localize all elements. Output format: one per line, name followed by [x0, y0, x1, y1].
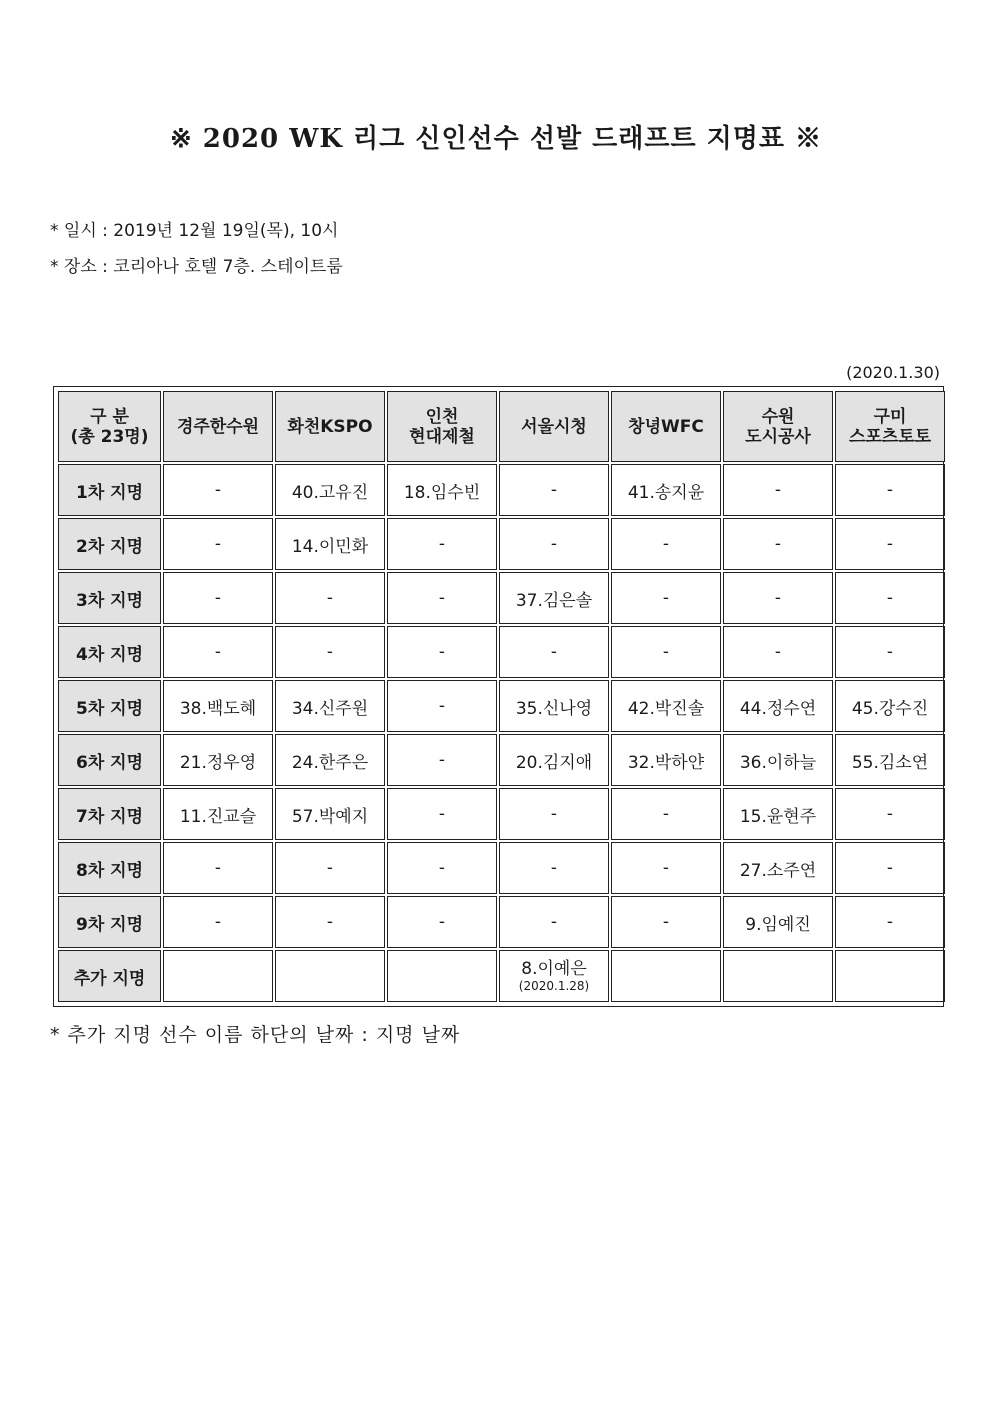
pick-cell: - [835, 518, 945, 570]
pick-cell: - [723, 572, 833, 624]
team-header [275, 391, 385, 462]
round-label: 9차 지명 [58, 896, 161, 948]
pick-cell: - [387, 572, 497, 624]
team-header [723, 391, 833, 462]
team-name-line2: 도시공사 [745, 426, 811, 447]
table-row [58, 626, 945, 678]
table-row [58, 896, 945, 948]
team-header [835, 391, 945, 462]
pick-cell: - [835, 626, 945, 678]
team-name: 수원 [761, 406, 795, 427]
round-label: 2차 지명 [58, 518, 161, 570]
pick-cell: 38.백도혜 [163, 680, 273, 732]
pick-cell: - [163, 572, 273, 624]
pick-cell: 9.임예진 [723, 896, 833, 948]
document-date: (2020.1.30) [846, 363, 940, 382]
pick-cell: - [723, 518, 833, 570]
table-row-extra [58, 950, 945, 1002]
pick-cell: - [835, 842, 945, 894]
pick-cell: 34.신주원 [275, 680, 385, 732]
round-label: 7차 지명 [58, 788, 161, 840]
pick-cell: - [163, 518, 273, 570]
pick-cell: - [387, 788, 497, 840]
pick-cell: - [275, 896, 385, 948]
corner-header [58, 391, 161, 462]
table-row [58, 572, 945, 624]
pick-cell [723, 950, 833, 1002]
pick-cell: - [723, 464, 833, 516]
pick-cell: - [499, 788, 609, 840]
pick-cell: - [163, 896, 273, 948]
pick-cell: 35.신나영 [499, 680, 609, 732]
pick-cell: 14.이민화 [275, 518, 385, 570]
pick-cell: 41.송지윤 [611, 464, 721, 516]
round-label: 4차 지명 [58, 626, 161, 678]
pick-cell: 20.김지애 [499, 734, 609, 786]
pick-cell: - [835, 464, 945, 516]
pick-cell: - [611, 626, 721, 678]
pick-cell: - [723, 626, 833, 678]
pick-cell: - [611, 896, 721, 948]
corner-line1: 구 분 [90, 406, 129, 427]
pick-cell: 21.정우영 [163, 734, 273, 786]
pick-cell: - [387, 680, 497, 732]
pick-cell: - [163, 464, 273, 516]
team-name: 인천 [425, 406, 459, 427]
pick-cell: 57.박예지 [275, 788, 385, 840]
pick-cell: 37.김은솔 [499, 572, 609, 624]
table-row [58, 680, 945, 732]
pick-cell: - [387, 626, 497, 678]
corner-line2: (총 23명) [70, 426, 149, 447]
pick-cell: - [275, 572, 385, 624]
pick-cell: - [611, 572, 721, 624]
round-label: 3차 지명 [58, 572, 161, 624]
pick-cell [835, 950, 945, 1002]
pick-cell: - [275, 626, 385, 678]
pick-cell: 36.이하늘 [723, 734, 833, 786]
table-row [58, 734, 945, 786]
pick-cell [499, 950, 609, 1002]
team-name: 화천KSPO [287, 416, 373, 437]
team-name: 창녕WFC [628, 416, 704, 437]
pick-cell: - [499, 896, 609, 948]
pick-cell: - [499, 464, 609, 516]
team-name: 경주한수원 [176, 416, 260, 437]
pick-cell: - [387, 896, 497, 948]
draft-table-body [58, 464, 945, 1002]
pick-cell: 55.김소연 [835, 734, 945, 786]
pick-date: (2020.1.28) [518, 979, 590, 993]
pick-cell: - [499, 842, 609, 894]
pick-cell: - [499, 626, 609, 678]
pick-cell: - [499, 518, 609, 570]
team-header [611, 391, 721, 462]
pick-cell: 45.강수진 [835, 680, 945, 732]
pick-cell: 11.진교슬 [163, 788, 273, 840]
pick-cell [275, 950, 385, 1002]
pick-cell: - [835, 788, 945, 840]
pick-cell: - [163, 626, 273, 678]
pick-cell [163, 950, 273, 1002]
table-row [58, 842, 945, 894]
table-row [58, 464, 945, 516]
team-header [499, 391, 609, 462]
pick-cell: - [611, 788, 721, 840]
pick-cell: - [387, 842, 497, 894]
pick-cell: - [163, 842, 273, 894]
round-label: 추가 지명 [58, 950, 161, 1002]
team-name: 구미 [873, 406, 907, 427]
draft-table [56, 389, 947, 1004]
round-label: 5차 지명 [58, 680, 161, 732]
pick-cell: 44.정수연 [723, 680, 833, 732]
table-row [58, 518, 945, 570]
team-name-line2: 현대제철 [409, 426, 475, 447]
draft-table-frame [53, 386, 944, 1007]
pick-cell: 42.박진솔 [611, 680, 721, 732]
pick-cell: 27.소주연 [723, 842, 833, 894]
team-name-line2: 스포츠토토 [848, 426, 932, 447]
team-name: 서울시청 [521, 416, 587, 437]
pick-cell: - [387, 518, 497, 570]
team-header [163, 391, 273, 462]
round-label: 1차 지명 [58, 464, 161, 516]
page-title: ※ 2020 WK 리그 신인선수 선발 드래프트 지명표 ※ [169, 124, 823, 154]
draft-venue: * 장소 : 코리아나 호텔 7층. 스테이트룸 [50, 257, 343, 277]
pick-cell: 32.박하얀 [611, 734, 721, 786]
pick-cell: 24.한주은 [275, 734, 385, 786]
pick-cell: - [835, 572, 945, 624]
draft-datetime: * 일시 : 2019년 12월 19일(목), 10시 [50, 221, 339, 241]
pick-cell: - [611, 842, 721, 894]
pick-cell: - [275, 842, 385, 894]
footnote: * 추가 지명 선수 이름 하단의 날짜 : 지명 날짜 [50, 1024, 461, 1046]
table-row [58, 788, 945, 840]
pick-cell: - [611, 518, 721, 570]
pick-cell: - [835, 896, 945, 948]
team-header [387, 391, 497, 462]
pick-cell: 40.고유진 [275, 464, 385, 516]
pick-name: 8.이예은 [521, 959, 587, 979]
header-row [58, 391, 945, 462]
pick-cell: 18.임수빈 [387, 464, 497, 516]
pick-cell [387, 950, 497, 1002]
round-label: 8차 지명 [58, 842, 161, 894]
pick-cell: - [387, 734, 497, 786]
pick-cell [611, 950, 721, 1002]
pick-cell: 15.윤현주 [723, 788, 833, 840]
round-label: 6차 지명 [58, 734, 161, 786]
